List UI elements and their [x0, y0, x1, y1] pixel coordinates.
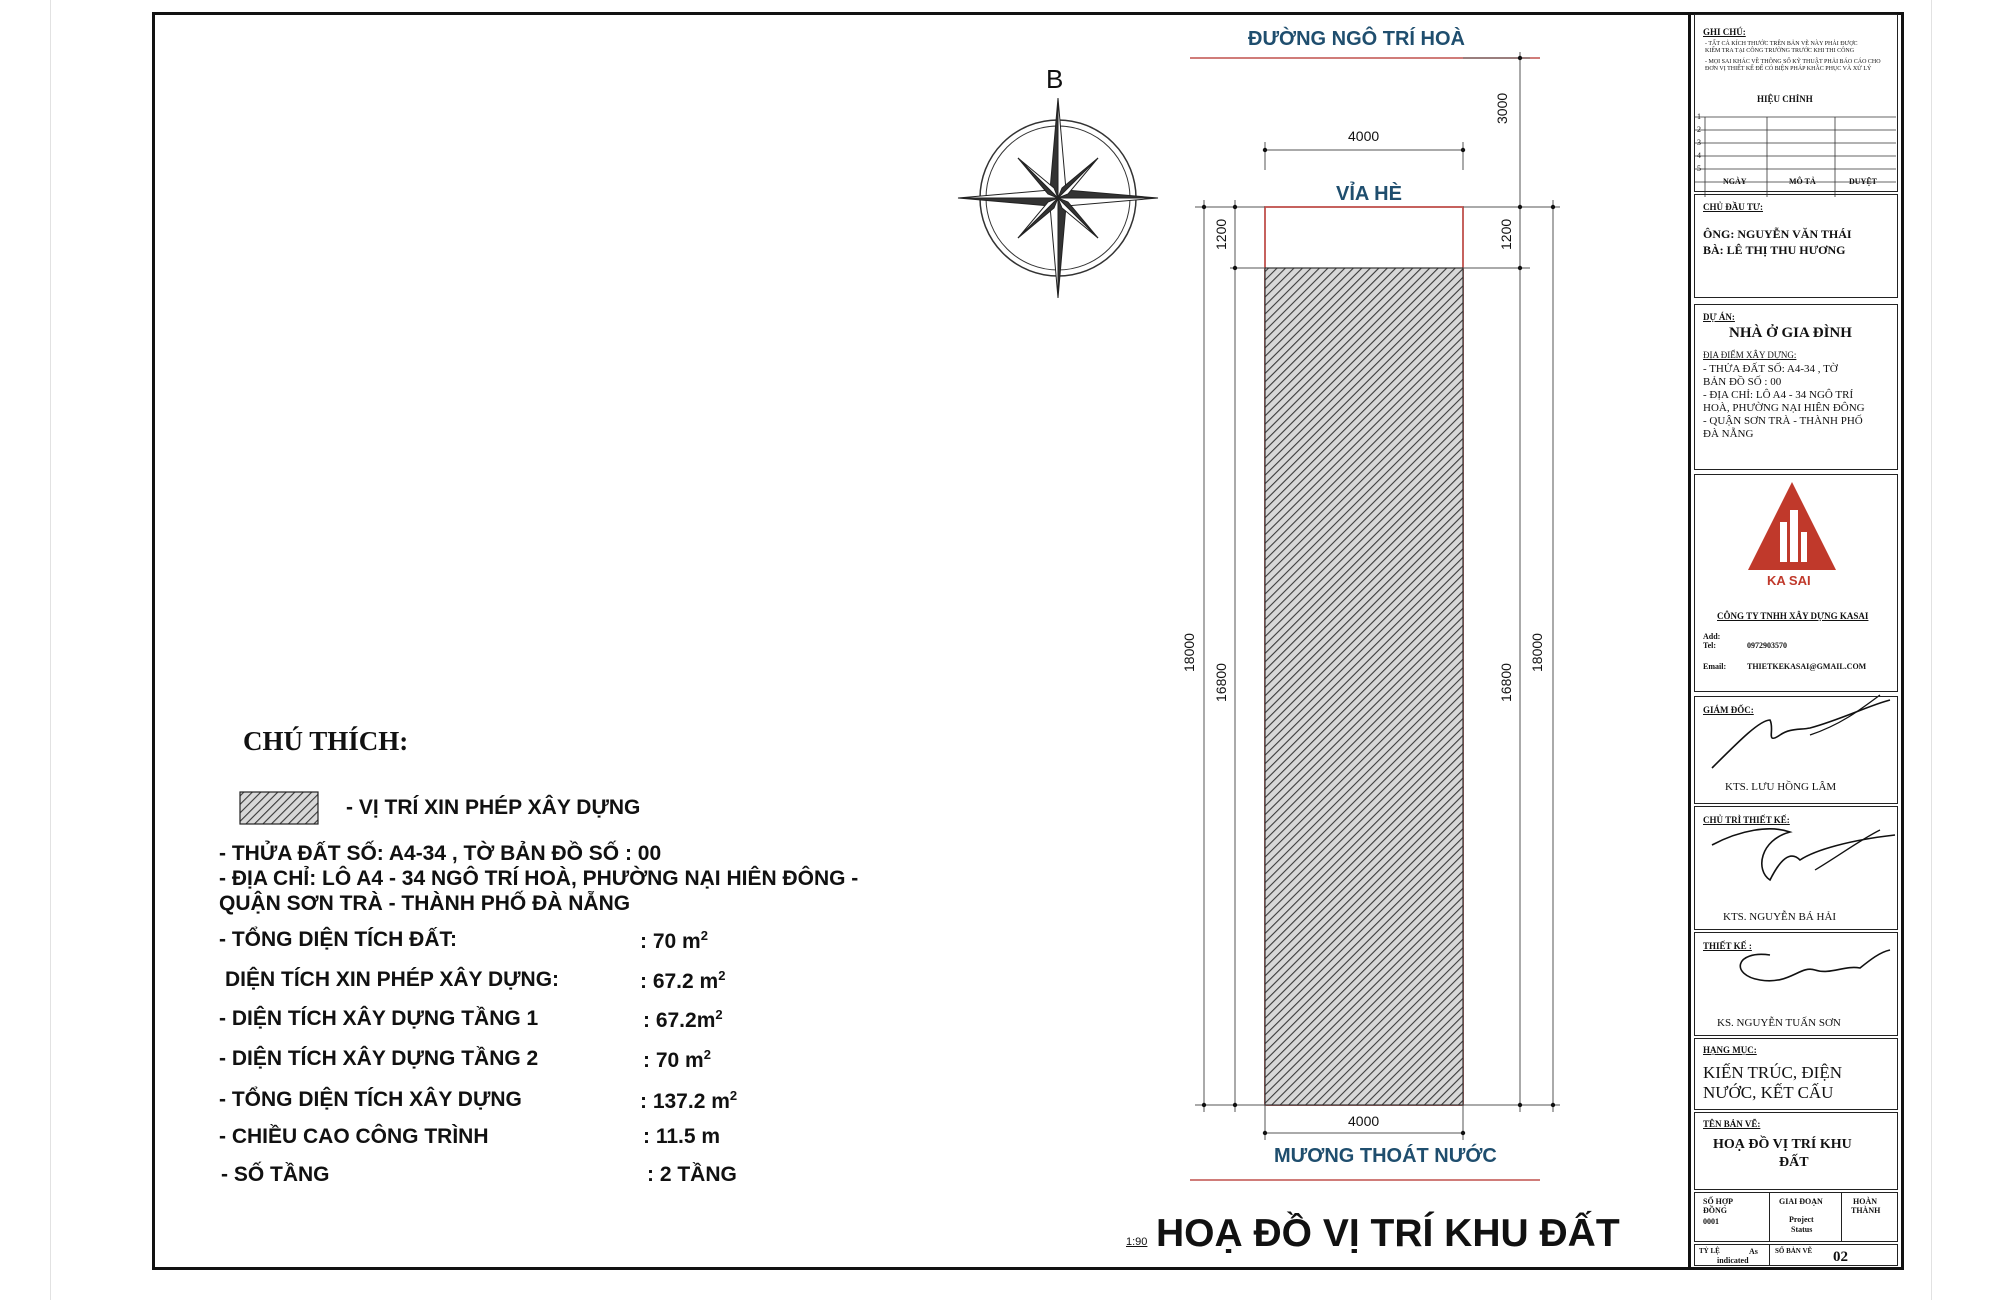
- phase-value-2: Status: [1791, 1225, 1813, 1234]
- project-box: [1694, 304, 1898, 470]
- legend-lot: - THỬA ĐẤT SỐ: A4-34 , TỜ BẢN ĐỒ SỐ : 00: [219, 842, 662, 865]
- notes-box: [1694, 14, 1898, 192]
- sheet-no-caption: SỐ BẢN VẼ: [1775, 1247, 1813, 1255]
- legend-row-value: : $67.2m^2$: [643, 1007, 723, 1032]
- designer-box: [1694, 932, 1898, 1036]
- lead-name: KTS. NGUYỄN BÁ HẢI: [1723, 911, 1837, 923]
- revision-col-date: NGÀY: [1723, 177, 1747, 186]
- email-label: Email:: [1703, 662, 1727, 671]
- email-value: THIETKEKASAI@GMAIL.COM: [1747, 662, 1867, 671]
- compass-rose-icon: [958, 98, 1158, 298]
- category-caption: HẠNG MỤC:: [1703, 1045, 1757, 1055]
- sheet-name-1: HOẠ ĐỒ VỊ TRÍ KHU: [1713, 1137, 1852, 1152]
- scale-label: 1:90: [1126, 1236, 1148, 1248]
- company-box: [1694, 474, 1898, 692]
- director-caption: GIÁM ĐỐC:: [1703, 705, 1754, 715]
- complete-caption-2: THÀNH: [1851, 1206, 1881, 1215]
- site-caption: ĐỊA ĐIỂM XÂY DỰNG:: [1703, 350, 1797, 360]
- designer-caption: THIẾT KẾ :: [1703, 941, 1752, 951]
- legend-row-label: - SỐ TẦNG: [221, 1163, 330, 1186]
- scale-box: [1694, 1244, 1898, 1266]
- contract-caption: SỐ HỢP ĐỒNG: [1703, 1197, 1733, 1215]
- legend-row-value: : 137.2 $m^2$: [640, 1088, 738, 1113]
- notes-caption: GHI CHÚ:: [1703, 27, 1746, 37]
- logo-text: KA SAI: [1767, 573, 1811, 588]
- tel-value: 0972903570: [1747, 641, 1787, 650]
- dim-top-width: 4000: [1348, 128, 1380, 144]
- legend-row-label: - DIỆN TÍCH XÂY DỰNG TẦNG 1: [219, 1007, 539, 1030]
- project-name: NHÀ Ở GIA ĐÌNH: [1729, 325, 1852, 341]
- legend-row-label: - TỔNG DIỆN TÍCH ĐẤT:: [219, 928, 457, 951]
- dim-left-1200: 1200: [1213, 218, 1229, 250]
- revision-numbers: 1 2 3 4 5: [1697, 112, 1701, 173]
- lead-box: [1694, 806, 1898, 930]
- drawing-title: HOẠ ĐỒ VỊ TRÍ KHU ĐẤT: [1156, 1212, 1620, 1255]
- legend-hatch-label: - VỊ TRÍ XIN PHÉP XÂY DỰNG: [346, 796, 641, 819]
- revision-col-desc: MÔ TẢ: [1789, 177, 1816, 186]
- sheet-caption: TÊN BẢN VẼ:: [1703, 1119, 1761, 1129]
- note-line: - MỌI SAI KHÁC VỀ THÔNG SỐ KỸ THUẬT PHẢI BÁO CÁO CHO: [1705, 59, 1881, 65]
- dim-right-1200: 1200: [1498, 218, 1514, 250]
- title-block: [1688, 14, 1902, 1268]
- revision-caption: HIỆU CHỈNH: [1757, 94, 1813, 104]
- scale-value-2: indicated: [1717, 1256, 1749, 1265]
- sheet-name-2: ĐẤT: [1779, 1155, 1809, 1170]
- category-box: [1694, 1038, 1898, 1110]
- site-lines: - THỬA ĐẤT SỐ: A4-34 , TỜ BẢN ĐỒ SỐ : 00 - ĐỊA CHỈ: LÔ A4 - 34 NGÔ TRÍ HOÀ, PHƯỜNG NẠI HIÊN ĐÔNG - QUẬN SƠN TRÀ - THÀNH PHỐ ĐÀ NẴNG: [1703, 363, 1865, 440]
- legend-row-value: : 70 $m^2$: [640, 928, 708, 953]
- note-line: - TẤT CẢ KÍCH THƯỚC TRÊN BẢN VẼ NÀY PHẢI ĐƯỢC: [1705, 41, 1858, 47]
- dim-right-inner: 16800: [1498, 663, 1514, 702]
- director-name: KTS. LƯU HỒNG LÂM: [1725, 781, 1837, 793]
- legend-row-label: - TỔNG DIỆN TÍCH XÂY DỰNG: [219, 1088, 522, 1111]
- owner-caption: CHỦ ĐẦU TƯ:: [1703, 202, 1763, 212]
- note-line: ĐƠN VỊ THIẾT KẾ ĐỂ CÓ BIỆN PHÁP KHẮC PHỤC VÀ XỬ LÝ: [1705, 66, 1872, 72]
- scale-caption: TỶ LỆ: [1699, 1247, 1720, 1255]
- scale-value-1: As: [1749, 1247, 1758, 1256]
- dim-left-inner: 16800: [1213, 663, 1229, 702]
- revision-col-approve: DUYỆT: [1849, 177, 1878, 186]
- road-top-label: ĐƯỜNG NGÔ TRÍ HOÀ: [1248, 28, 1465, 50]
- sheet-no: 02: [1833, 1249, 1848, 1265]
- legend-row-value: : 2 TẦNG: [647, 1163, 737, 1186]
- project-caption: DỰ ÁN:: [1703, 312, 1735, 322]
- complete-caption-1: HOÀN: [1853, 1197, 1877, 1206]
- sidewalk-label: VỈA HÈ: [1336, 183, 1402, 205]
- dim-top-offset: 3000: [1494, 92, 1510, 124]
- dim-left-total: 18000: [1181, 633, 1197, 672]
- sheet-name-box: [1694, 1112, 1898, 1190]
- legend-row-value: : 67.2 $m^2$: [640, 968, 726, 993]
- legend-address-2: QUẬN SƠN TRÀ - THÀNH PHỐ ĐÀ NẴNG: [219, 892, 631, 915]
- legend-address-1: - ĐỊA CHỈ: LÔ A4 - 34 NGÔ TRÍ HOÀ, PHƯỜNG NẠI HIÊN ĐÔNG -: [219, 867, 859, 890]
- designer-name: KS. NGUYỄN TUẤN SƠN: [1717, 1017, 1841, 1029]
- owner-2: BÀ: LÊ THỊ THU HƯƠNG: [1703, 243, 1846, 257]
- category-line-2: NƯỚC, KẾT CẤU: [1703, 1083, 1834, 1102]
- category-line-1: KIẾN TRÚC, ĐIỆN: [1703, 1063, 1842, 1082]
- building-area-hatch: [1265, 268, 1463, 1105]
- legend-row-label: DIỆN TÍCH XIN PHÉP XÂY DỰNG:: [225, 968, 560, 991]
- contract-box: [1694, 1192, 1898, 1242]
- dim-right-total: 18000: [1529, 633, 1545, 672]
- director-box: [1694, 696, 1898, 804]
- phase-caption: GIAI ĐOẠN: [1779, 1197, 1823, 1206]
- note-line: KIỂM TRA TẠI CÔNG TRƯỜNG TRƯỚC KHI THI CÔNG: [1705, 48, 1855, 54]
- north-label: B: [1046, 64, 1064, 94]
- add-label: Add:: [1703, 632, 1721, 641]
- tel-label: Tel:: [1703, 641, 1717, 650]
- legend-row-label: - DIỆN TÍCH XÂY DỰNG TẦNG 2: [219, 1047, 539, 1070]
- legend-row-value: : 70 $m^2$: [643, 1047, 711, 1072]
- phase-value-1: Project: [1789, 1215, 1814, 1224]
- legend-title: CHÚ THÍCH:: [243, 726, 409, 756]
- legend-row-value: : 11.5 m: [643, 1125, 721, 1148]
- lead-caption: CHỦ TRÌ THIẾT KẾ:: [1703, 815, 1790, 825]
- owner-1: ÔNG: NGUYỄN VĂN THÁI: [1703, 227, 1852, 241]
- road-bottom-label: MƯƠNG THOÁT NƯỚC: [1274, 1145, 1497, 1167]
- legend-row-label: - CHIỀU CAO CÔNG TRÌNH: [219, 1125, 489, 1148]
- company-name: CÔNG TY TNHH XÂY DỰNG KASAI: [1717, 611, 1869, 621]
- owner-box: [1694, 194, 1898, 298]
- contract-no: 0001: [1703, 1217, 1719, 1226]
- legend-hatch-swatch: [240, 792, 318, 824]
- dim-bottom-width: 4000: [1348, 1113, 1380, 1129]
